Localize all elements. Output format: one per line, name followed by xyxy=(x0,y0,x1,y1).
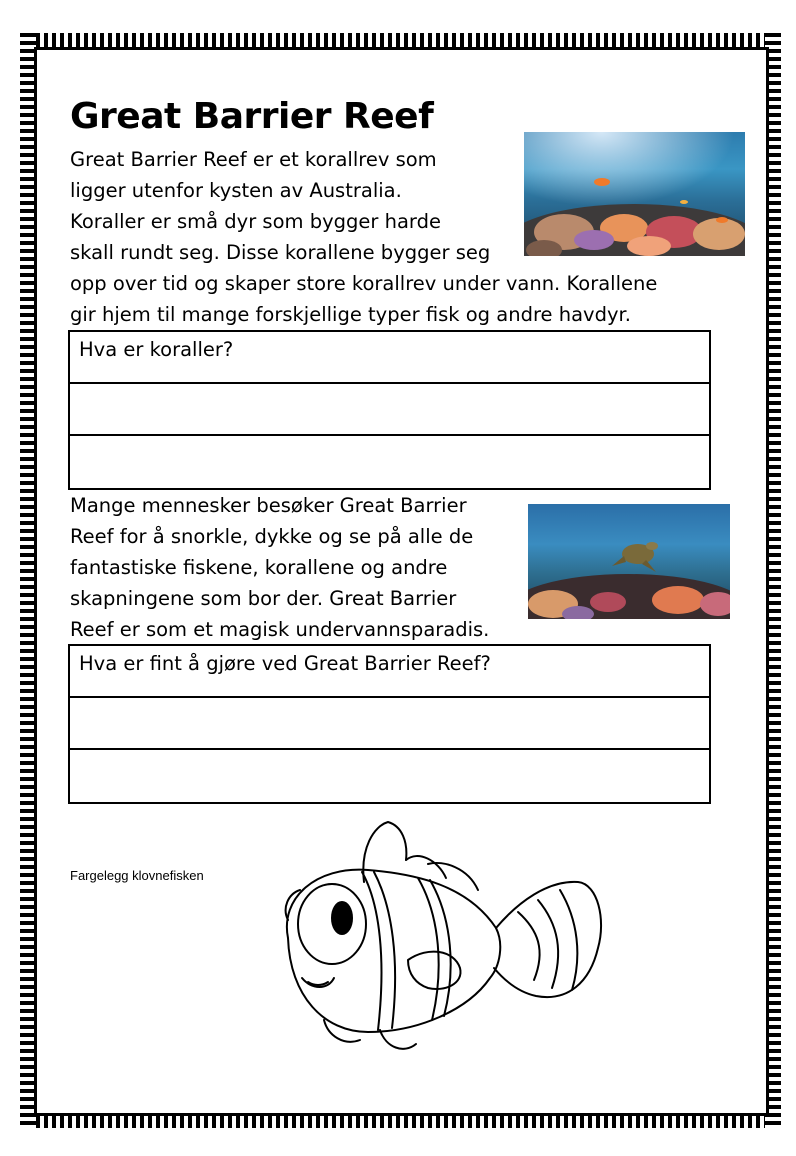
question-text: Hva er koraller? xyxy=(79,338,234,361)
intro-line: gir hjem til mange forskjellige typer fisk og andre havdyr. xyxy=(70,303,631,326)
question-text: Hva er fint å gjøre ved Great Barrier Reef? xyxy=(79,652,491,675)
question-box-1 xyxy=(68,330,711,490)
coloring-caption: Fargelegg klovnefisken xyxy=(70,868,204,883)
second-line: Reef er som et magisk undervannsparadis. xyxy=(70,618,490,641)
question-box-2 xyxy=(68,644,711,804)
answer-line[interactable] xyxy=(70,698,709,750)
second-line: fantastiske fiskene, korallene og andre xyxy=(70,556,448,579)
intro-line: skall rundt seg. Disse korallene bygger seg xyxy=(70,241,491,264)
clownfish-outline[interactable] xyxy=(268,820,608,1060)
intro-paragraph xyxy=(70,144,700,330)
second-line: Mange mennesker besøker Great Barrier xyxy=(70,494,467,517)
sea-turtle-reef-photo xyxy=(528,504,730,619)
intro-line: opp over tid og skaper store korallrev under vann. Korallene xyxy=(70,272,658,295)
second-line: skapningene som bor der. Great Barrier xyxy=(70,587,457,610)
intro-line: Great Barrier Reef er et korallrev som xyxy=(70,148,437,171)
question-row xyxy=(70,646,709,698)
answer-line[interactable] xyxy=(70,384,709,436)
intro-line: Koraller er små dyr som bygger harde xyxy=(70,210,441,233)
answer-line[interactable] xyxy=(70,436,709,488)
intro-line: ligger utenfor kysten av Australia. xyxy=(70,179,402,202)
second-paragraph xyxy=(70,490,520,645)
answer-line[interactable] xyxy=(70,750,709,802)
second-line: Reef for å snorkle, dykke og se på alle de xyxy=(70,525,474,548)
page-title: Great Barrier Reef xyxy=(70,96,434,137)
question-row xyxy=(70,332,709,384)
